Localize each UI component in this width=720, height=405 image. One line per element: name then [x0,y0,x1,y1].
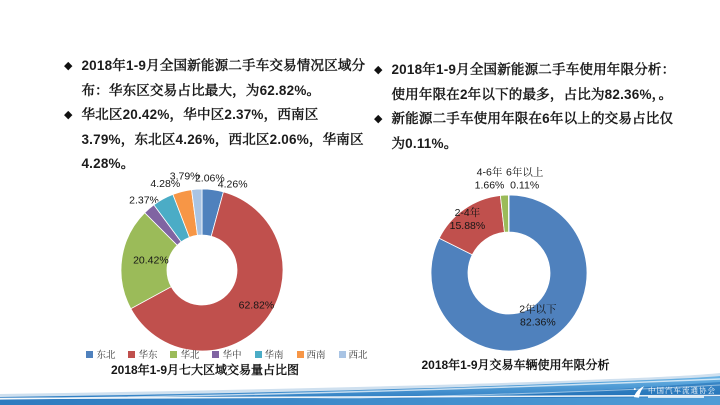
vehicle-age-summary-panel [374,58,680,156]
slice-value-label: 4.28% [150,178,181,191]
slice-value-label: 4.26% [217,178,248,191]
slice-value-label: 0.11% [510,179,540,192]
bullet-item [374,107,680,156]
slice-value-label: 82.36% [520,316,556,329]
diamond-bullet-icon: ◆ [64,60,73,72]
region-donut-chart [90,165,320,359]
bullet-text: 华北区20.42%，华中区2.37%，西南区3.79%，东北区4.26%，西北区2.06%，华南区4.28%。 [81,107,364,171]
vehicle-age-chart-title: 2018年1-9月交易车辆使用年限分析 [421,358,610,372]
legend-label: 东北 [96,350,116,361]
bullet-text: 新能源二手车使用年限在6年以上的交易占比仅为0.11%。 [391,111,674,151]
legend-label: 华南 [264,350,284,361]
legend-label: 西北 [348,350,368,361]
legend-label: 华中 [222,350,242,361]
slice-category-label: 2-4年 [454,207,481,220]
cada-logo-text: 中国汽车流通协会 [648,385,716,395]
diamond-bullet-icon: ◆ [374,64,383,76]
slice-value-label: 3.79% [169,170,200,183]
pie-slice-6年以上 [508,195,509,232]
cada-logo-emblem-icon [632,386,645,399]
bullet-text: 2018年1-9月全国新能源二手车使用年限分析：使用年限在2年以下的最多，占比为82.36%，。 [391,62,676,102]
slice-value-label: 15.88% [449,220,486,233]
slice-value-label: 20.42% [133,254,169,267]
slice-value-label: 2.06% [194,172,225,185]
slice-category-label: 2年以下 [519,303,557,316]
legend-label: 西南 [306,350,326,361]
diamond-bullet-icon: ◆ [374,113,383,125]
region-summary-panel [64,54,366,177]
vehicle-age-donut-chart [408,163,620,359]
diamond-bullet-icon: ◆ [64,109,73,121]
slice-category-label: 4-6年 [476,166,503,179]
bullet-item [374,58,680,107]
slice-value-label: 2.37% [129,194,159,207]
cada-logo [632,386,716,399]
slice-value-label: 1.66% [474,179,505,192]
bullet-text: 2018年1-9月全国新能源二手车交易情况区域分布：华东区交易占比最大，为62.82%。 [81,58,366,98]
legend-label: 华北 [180,350,200,361]
bullet-item [64,54,366,103]
region-chart-title: 2018年1-9月七大区域交易量占比图 [110,363,300,377]
slice-category-label: 6年以上 [506,166,544,179]
legend-label: 华东 [138,350,158,361]
footer-wave-decoration [0,353,720,405]
slice-value-label: 62.82% [238,299,275,312]
cada-logo-subtext-line [648,396,704,398]
